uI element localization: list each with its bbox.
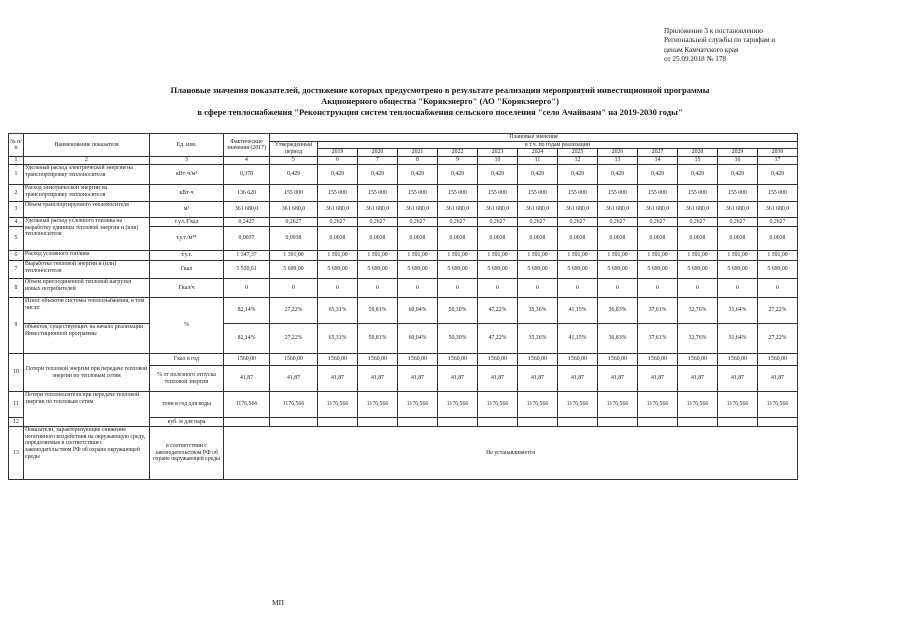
year-header: 2019 bbox=[318, 149, 358, 157]
year-value: 1176,566 bbox=[398, 392, 438, 418]
year-value: 155 000 bbox=[318, 185, 358, 202]
indicator-name: Удельный расход условного топлива на выработку единицы тепловой энергии и (или) теплоносителя bbox=[24, 218, 150, 251]
year-value: 41,87 bbox=[318, 366, 358, 392]
year-value: 60,04% bbox=[398, 324, 438, 354]
year-value: 50,30% bbox=[438, 298, 478, 324]
year-value: 1560,00 bbox=[718, 354, 758, 366]
year-value: 0 bbox=[678, 279, 718, 298]
header-column-numbers bbox=[9, 157, 798, 165]
year-value: 37,61% bbox=[638, 324, 678, 354]
year-value: 1176,566 bbox=[678, 392, 718, 418]
column-number: 16 bbox=[718, 157, 758, 165]
year-header: 2021 bbox=[398, 149, 438, 157]
year-value: 47,22% bbox=[478, 324, 518, 354]
empty-cell bbox=[398, 418, 438, 427]
year-value: 0,0038 bbox=[318, 227, 358, 251]
empty-cell bbox=[718, 418, 758, 427]
year-value: 5 699,00 bbox=[478, 261, 518, 279]
year-value: 1176,566 bbox=[318, 392, 358, 418]
year-value: 1 391,00 bbox=[438, 251, 478, 261]
year-value: 1 391,00 bbox=[398, 251, 438, 261]
year-value: 0,429 bbox=[438, 165, 478, 185]
note-value: Не устанавливается bbox=[224, 427, 798, 480]
year-value: 0,2627 bbox=[358, 218, 398, 227]
year-value: 0,2627 bbox=[718, 218, 758, 227]
year-header: 2030 bbox=[758, 149, 798, 157]
year-value: 41,87 bbox=[438, 366, 478, 392]
indicator-name: Расход условного топлива bbox=[24, 251, 150, 261]
unit: т.у.т./м³* bbox=[150, 227, 224, 251]
year-value: 1176,566 bbox=[758, 392, 798, 418]
year-value: 1 391,00 bbox=[718, 251, 758, 261]
fact-value: 41,87 bbox=[224, 366, 270, 392]
row-number: 7 bbox=[9, 261, 24, 279]
table-row bbox=[9, 251, 798, 261]
fact-value: 1 347,37 bbox=[224, 251, 270, 261]
year-header: 2023 bbox=[478, 149, 518, 157]
unit: в соответствии с законодательством РФ об охране окружающей среды bbox=[150, 427, 224, 480]
title-line: в сфере теплоснабжения "Реконструкция систем теплоснабжения сельского поселения "село Ачайваям" на 2019-2030 годы" bbox=[197, 106, 683, 117]
fact-value: 136 620 bbox=[224, 185, 270, 202]
year-value: 1560,00 bbox=[558, 354, 598, 366]
year-value: 361 680,0 bbox=[558, 202, 598, 218]
column-number: 12 bbox=[558, 157, 598, 165]
year-value: 1 391,00 bbox=[598, 251, 638, 261]
year-value: 1560,00 bbox=[598, 354, 638, 366]
header-plan-values: Плановые значения bbox=[270, 134, 798, 142]
year-value: 1 391,00 bbox=[678, 251, 718, 261]
approved-value: 361 680,0 bbox=[270, 202, 318, 218]
year-value: 37,61% bbox=[638, 298, 678, 324]
year-value: 5 699,00 bbox=[758, 261, 798, 279]
year-value: 1 391,00 bbox=[558, 251, 598, 261]
year-value: 5 699,00 bbox=[718, 261, 758, 279]
year-value: 155 000 bbox=[718, 185, 758, 202]
year-value: 0,429 bbox=[358, 165, 398, 185]
year-value: 35,36% bbox=[518, 298, 558, 324]
year-value: 0 bbox=[478, 279, 518, 298]
unit: тонн в год для воды bbox=[150, 392, 224, 418]
year-value: 0,0038 bbox=[438, 227, 478, 251]
column-number: 2 bbox=[24, 157, 150, 165]
year-value: 5 699,00 bbox=[558, 261, 598, 279]
year-header: 2026 bbox=[598, 149, 638, 157]
year-value: 41,87 bbox=[718, 366, 758, 392]
row-number: 4 bbox=[9, 218, 24, 227]
unit: т.у.т./Гкал bbox=[150, 218, 224, 227]
year-value: 1176,566 bbox=[638, 392, 678, 418]
year-value: 5 699,00 bbox=[598, 261, 638, 279]
table-row bbox=[9, 165, 798, 185]
header-unit: Ед. изм. bbox=[150, 134, 224, 157]
year-value: 361 680,0 bbox=[518, 202, 558, 218]
year-value: 41,87 bbox=[358, 366, 398, 392]
year-value: 41,15% bbox=[558, 298, 598, 324]
empty-cell bbox=[318, 418, 358, 427]
approved-value: 155 000 bbox=[270, 185, 318, 202]
year-value: 361 680,0 bbox=[718, 202, 758, 218]
row-number: 3 bbox=[9, 202, 24, 218]
unit: кВт·ч bbox=[150, 185, 224, 202]
approved-value: 27,22% bbox=[270, 298, 318, 324]
year-header: 2022 bbox=[438, 149, 478, 157]
year-value: 1 391,00 bbox=[518, 251, 558, 261]
year-value: 5 699,00 bbox=[678, 261, 718, 279]
unit: кВт·ч/м³ bbox=[150, 165, 224, 185]
year-value: 1560,00 bbox=[518, 354, 558, 366]
unit: % bbox=[150, 298, 224, 354]
unit: т.у.т. bbox=[150, 251, 224, 261]
appendix-line: ценам Камчатского края bbox=[664, 45, 739, 54]
unit: куб. м для пара bbox=[150, 418, 224, 427]
row-number: 9 bbox=[9, 298, 24, 354]
year-value: 0,2627 bbox=[318, 218, 358, 227]
year-value: 1 391,00 bbox=[758, 251, 798, 261]
header-fact-2017: Фактические значения (2017) bbox=[224, 134, 270, 157]
year-value: 0,0038 bbox=[718, 227, 758, 251]
year-value: 0,429 bbox=[758, 165, 798, 185]
row-number: 13 bbox=[9, 427, 24, 480]
document-title bbox=[90, 85, 790, 117]
empty-cell bbox=[638, 418, 678, 427]
table-row bbox=[9, 298, 798, 324]
year-value: 1560,00 bbox=[478, 354, 518, 366]
year-value: 361 680,0 bbox=[598, 202, 638, 218]
row-number: 12 bbox=[9, 418, 24, 427]
year-value: 155 000 bbox=[518, 185, 558, 202]
year-value: 361 680,0 bbox=[438, 202, 478, 218]
year-header: 2024 bbox=[518, 149, 558, 157]
row-number: 5 bbox=[9, 227, 24, 251]
header-indicator-name: Наименование показателя bbox=[24, 134, 150, 157]
row-number: 2 bbox=[9, 185, 24, 202]
year-value: 1176,566 bbox=[598, 392, 638, 418]
year-value: 0 bbox=[518, 279, 558, 298]
appendix-reference bbox=[664, 27, 864, 64]
year-value: 36,83% bbox=[598, 324, 638, 354]
year-value: 155 000 bbox=[438, 185, 478, 202]
unit-secondary: % от полезного отпуска тепловой энергии bbox=[150, 366, 224, 392]
table-row bbox=[9, 392, 798, 418]
approved-value: 5 699,00 bbox=[270, 261, 318, 279]
header-approved-period: Утвержденный период bbox=[270, 141, 318, 157]
approved-value: 1560,00 bbox=[270, 354, 318, 366]
year-value: 41,87 bbox=[678, 366, 718, 392]
appendix-line: от 25.09.2018 № 178 bbox=[664, 54, 727, 63]
year-value: 155 000 bbox=[478, 185, 518, 202]
year-value: 41,87 bbox=[478, 366, 518, 392]
fact-value: 0,0037 bbox=[224, 227, 270, 251]
year-value: 41,87 bbox=[598, 366, 638, 392]
approved-value: 0,2627 bbox=[270, 218, 318, 227]
year-value: 27,22% bbox=[758, 298, 798, 324]
year-value: 41,87 bbox=[398, 366, 438, 392]
title-line: Акционерного общества "Корякэнерго" (АО "Корякэнерго") bbox=[321, 95, 559, 106]
header-number: № п/п bbox=[9, 134, 24, 157]
fact-value: 0,378 bbox=[224, 165, 270, 185]
year-value: 0,429 bbox=[398, 165, 438, 185]
unit: Гкал bbox=[150, 261, 224, 279]
year-value: 65,31% bbox=[318, 324, 358, 354]
year-value: 0,429 bbox=[678, 165, 718, 185]
year-value: 0,2627 bbox=[678, 218, 718, 227]
empty-cell bbox=[224, 418, 270, 427]
column-number: 14 bbox=[638, 157, 678, 165]
empty-cell bbox=[558, 418, 598, 427]
column-number: 17 bbox=[758, 157, 798, 165]
year-value: 155 000 bbox=[678, 185, 718, 202]
table-row bbox=[9, 218, 798, 227]
column-number: 15 bbox=[678, 157, 718, 165]
year-value: 50,30% bbox=[438, 324, 478, 354]
year-value: 0,429 bbox=[598, 165, 638, 185]
year-value: 0,0038 bbox=[518, 227, 558, 251]
stamp-placeholder: МП bbox=[272, 598, 285, 607]
year-value: 0,2627 bbox=[598, 218, 638, 227]
empty-cell bbox=[758, 418, 798, 427]
appendix-line: Региональной службы по тарифам и bbox=[664, 36, 776, 45]
empty-cell bbox=[358, 418, 398, 427]
year-value: 1 391,00 bbox=[318, 251, 358, 261]
year-value: 1176,566 bbox=[558, 392, 598, 418]
year-value: 155 000 bbox=[398, 185, 438, 202]
year-value: 0 bbox=[718, 279, 758, 298]
approved-value: 27,22% bbox=[270, 324, 318, 354]
year-value: 155 000 bbox=[758, 185, 798, 202]
year-value: 361 680,0 bbox=[678, 202, 718, 218]
header-by-years: в т.ч. по годам реализации bbox=[318, 141, 798, 149]
year-value: 0,0038 bbox=[398, 227, 438, 251]
year-value: 1560,00 bbox=[758, 354, 798, 366]
year-value: 35,36% bbox=[518, 324, 558, 354]
year-value: 0,2627 bbox=[558, 218, 598, 227]
year-value: 41,15% bbox=[558, 324, 598, 354]
year-value: 1 391,00 bbox=[358, 251, 398, 261]
year-value: 31,64% bbox=[718, 298, 758, 324]
column-number: 7 bbox=[358, 157, 398, 165]
column-number: 6 bbox=[318, 157, 358, 165]
fact-value: 361 680,0 bbox=[224, 202, 270, 218]
year-value: 0,0038 bbox=[558, 227, 598, 251]
approved-value: 1 391,00 bbox=[270, 251, 318, 261]
indicator-name: Показатели, характеризующие снижение негативного воздействия на окружающую среду, определяемые в соответствии с законодательством РФ об охране окружающей среды bbox=[24, 427, 150, 480]
year-value: 0,0038 bbox=[678, 227, 718, 251]
year-value: 1560,00 bbox=[318, 354, 358, 366]
column-number: 8 bbox=[398, 157, 438, 165]
year-value: 41,87 bbox=[558, 366, 598, 392]
year-value: 47,22% bbox=[478, 298, 518, 324]
approved-value: 0 bbox=[270, 279, 318, 298]
year-value: 41,87 bbox=[518, 366, 558, 392]
year-header: 2027 bbox=[638, 149, 678, 157]
table-row bbox=[9, 202, 798, 218]
unit: Гкал в год bbox=[150, 354, 224, 366]
year-value: 5 699,00 bbox=[318, 261, 358, 279]
empty-cell bbox=[478, 418, 518, 427]
appendix-line: Приложение 3 к постановлению bbox=[664, 27, 763, 35]
year-value: 1176,566 bbox=[478, 392, 518, 418]
year-value: 36,83% bbox=[598, 298, 638, 324]
year-value: 0,429 bbox=[638, 165, 678, 185]
row-number: 10 bbox=[9, 354, 24, 392]
fact-value: 0 bbox=[224, 279, 270, 298]
column-number: 3 bbox=[150, 157, 224, 165]
year-value: 361 680,0 bbox=[318, 202, 358, 218]
fact-value: 1560,00 bbox=[224, 354, 270, 366]
year-header: 2028 bbox=[678, 149, 718, 157]
year-value: 1 391,00 bbox=[478, 251, 518, 261]
year-value: 1560,00 bbox=[638, 354, 678, 366]
table-row bbox=[9, 324, 798, 354]
year-value: 0,2627 bbox=[518, 218, 558, 227]
plan-table bbox=[8, 133, 798, 480]
approved-value: 0,0038 bbox=[270, 227, 318, 251]
year-value: 59,81% bbox=[358, 324, 398, 354]
year-value: 1 391,00 bbox=[638, 251, 678, 261]
column-number: 10 bbox=[478, 157, 518, 165]
empty-cell bbox=[678, 418, 718, 427]
year-value: 31,64% bbox=[718, 324, 758, 354]
row-number: 8 bbox=[9, 279, 24, 298]
year-value: 0 bbox=[758, 279, 798, 298]
year-value: 0 bbox=[438, 279, 478, 298]
year-value: 0,429 bbox=[518, 165, 558, 185]
year-value: 155 000 bbox=[358, 185, 398, 202]
year-value: 1560,00 bbox=[358, 354, 398, 366]
row-number: 6 bbox=[9, 251, 24, 261]
fact-value: 1176,566 bbox=[224, 392, 270, 418]
year-header: 2025 bbox=[558, 149, 598, 157]
fact-value: 0,2427 bbox=[224, 218, 270, 227]
column-number: 11 bbox=[518, 157, 558, 165]
table-row bbox=[9, 354, 798, 366]
year-value: 0,0038 bbox=[598, 227, 638, 251]
empty-cell bbox=[598, 418, 638, 427]
fact-value: 5 530,61 bbox=[224, 261, 270, 279]
table-row bbox=[9, 185, 798, 202]
table-row bbox=[9, 261, 798, 279]
year-value: 1176,566 bbox=[518, 392, 558, 418]
table-row bbox=[9, 279, 798, 298]
year-value: 41,87 bbox=[638, 366, 678, 392]
year-value: 0,0038 bbox=[758, 227, 798, 251]
year-value: 0 bbox=[358, 279, 398, 298]
year-value: 0 bbox=[558, 279, 598, 298]
year-value: 0 bbox=[638, 279, 678, 298]
year-value: 0 bbox=[318, 279, 358, 298]
unit: м³ bbox=[150, 202, 224, 218]
year-header: 2020 bbox=[358, 149, 398, 157]
year-value: 1560,00 bbox=[678, 354, 718, 366]
year-value: 0,429 bbox=[478, 165, 518, 185]
title-line: Плановые значения показателей, достижение которых предусмотрено в результате реализации мероприятий инвестиционной программы bbox=[170, 85, 710, 95]
year-value: 1176,566 bbox=[358, 392, 398, 418]
empty-cell bbox=[438, 418, 478, 427]
year-value: 5 699,00 bbox=[358, 261, 398, 279]
year-value: 361 680,0 bbox=[758, 202, 798, 218]
year-value: 0,429 bbox=[558, 165, 598, 185]
column-number: 9 bbox=[438, 157, 478, 165]
year-value: 5 699,00 bbox=[398, 261, 438, 279]
row-number: 1 bbox=[9, 165, 24, 185]
year-value: 1176,566 bbox=[718, 392, 758, 418]
year-value: 5 699,00 bbox=[638, 261, 678, 279]
year-header: 2029 bbox=[718, 149, 758, 157]
indicator-name: Потери теплоносителя при передаче тепловой энергии по тепловым сетям bbox=[24, 392, 150, 427]
year-value: 0,0038 bbox=[478, 227, 518, 251]
year-value: 41,87 bbox=[758, 366, 798, 392]
year-value: 155 000 bbox=[638, 185, 678, 202]
indicator-sub-name: объектов, существующих на начало реализации Инвестиционной программы bbox=[24, 324, 150, 354]
fact-value: 82,14% bbox=[224, 324, 270, 354]
year-value: 361 680,0 bbox=[358, 202, 398, 218]
year-value: 1560,00 bbox=[438, 354, 478, 366]
indicator-name: Расход электрической энергии на транспортировку теплоносителя bbox=[24, 185, 150, 202]
year-value: 65,31% bbox=[318, 298, 358, 324]
indicator-name: Удельный расход электрической энергии на транспортировку теплоносителя bbox=[24, 165, 150, 185]
indicator-name: Износ объектов системы теплоснабжения, в том числе: bbox=[24, 298, 150, 324]
year-value: 0 bbox=[398, 279, 438, 298]
year-value: 27,22% bbox=[758, 324, 798, 354]
year-value: 155 000 bbox=[598, 185, 638, 202]
indicator-name: Выработка тепловой энергии и (или) теплоносителя bbox=[24, 261, 150, 279]
year-value: 0,2627 bbox=[438, 218, 478, 227]
approved-value: 0,429 bbox=[270, 165, 318, 185]
indicator-name: Объем транспортируемого теплоносителя bbox=[24, 202, 150, 218]
column-number: 13 bbox=[598, 157, 638, 165]
year-value: 5 699,00 bbox=[438, 261, 478, 279]
year-value: 0,2627 bbox=[478, 218, 518, 227]
empty-cell bbox=[518, 418, 558, 427]
year-value: 5 699,00 bbox=[518, 261, 558, 279]
indicator-name: Объем присоединенной тепловой нагрузки новых потребителей bbox=[24, 279, 150, 298]
year-value: 59,81% bbox=[358, 298, 398, 324]
year-value: 0,0038 bbox=[638, 227, 678, 251]
year-value: 32,76% bbox=[678, 298, 718, 324]
year-value: 1176,566 bbox=[438, 392, 478, 418]
year-value: 0,429 bbox=[718, 165, 758, 185]
year-value: 1560,00 bbox=[398, 354, 438, 366]
column-number: 1 bbox=[9, 157, 24, 165]
year-value: 361 680,0 bbox=[478, 202, 518, 218]
unit: Гкал/ч bbox=[150, 279, 224, 298]
table-row bbox=[9, 427, 798, 480]
year-value: 0,2627 bbox=[638, 218, 678, 227]
year-value: 60,04% bbox=[398, 298, 438, 324]
column-number: 5 bbox=[270, 157, 318, 165]
year-value: 0,0038 bbox=[358, 227, 398, 251]
year-value: 0,2627 bbox=[758, 218, 798, 227]
year-value: 361 680,0 bbox=[398, 202, 438, 218]
approved-value: 41,87 bbox=[270, 366, 318, 392]
empty-cell bbox=[270, 418, 318, 427]
row-number: 11 bbox=[9, 392, 24, 418]
year-value: 155 000 bbox=[558, 185, 598, 202]
year-value: 0,429 bbox=[318, 165, 358, 185]
year-value: 32,76% bbox=[678, 324, 718, 354]
column-number: 4 bbox=[224, 157, 270, 165]
fact-value: 82,14% bbox=[224, 298, 270, 324]
indicator-name: Потери тепловой энергии при передаче тепловой энергии по тепловым сетям bbox=[24, 354, 150, 392]
approved-value: 1176,566 bbox=[270, 392, 318, 418]
year-value: 0 bbox=[598, 279, 638, 298]
year-value: 361 680,0 bbox=[638, 202, 678, 218]
year-value: 0,2627 bbox=[398, 218, 438, 227]
